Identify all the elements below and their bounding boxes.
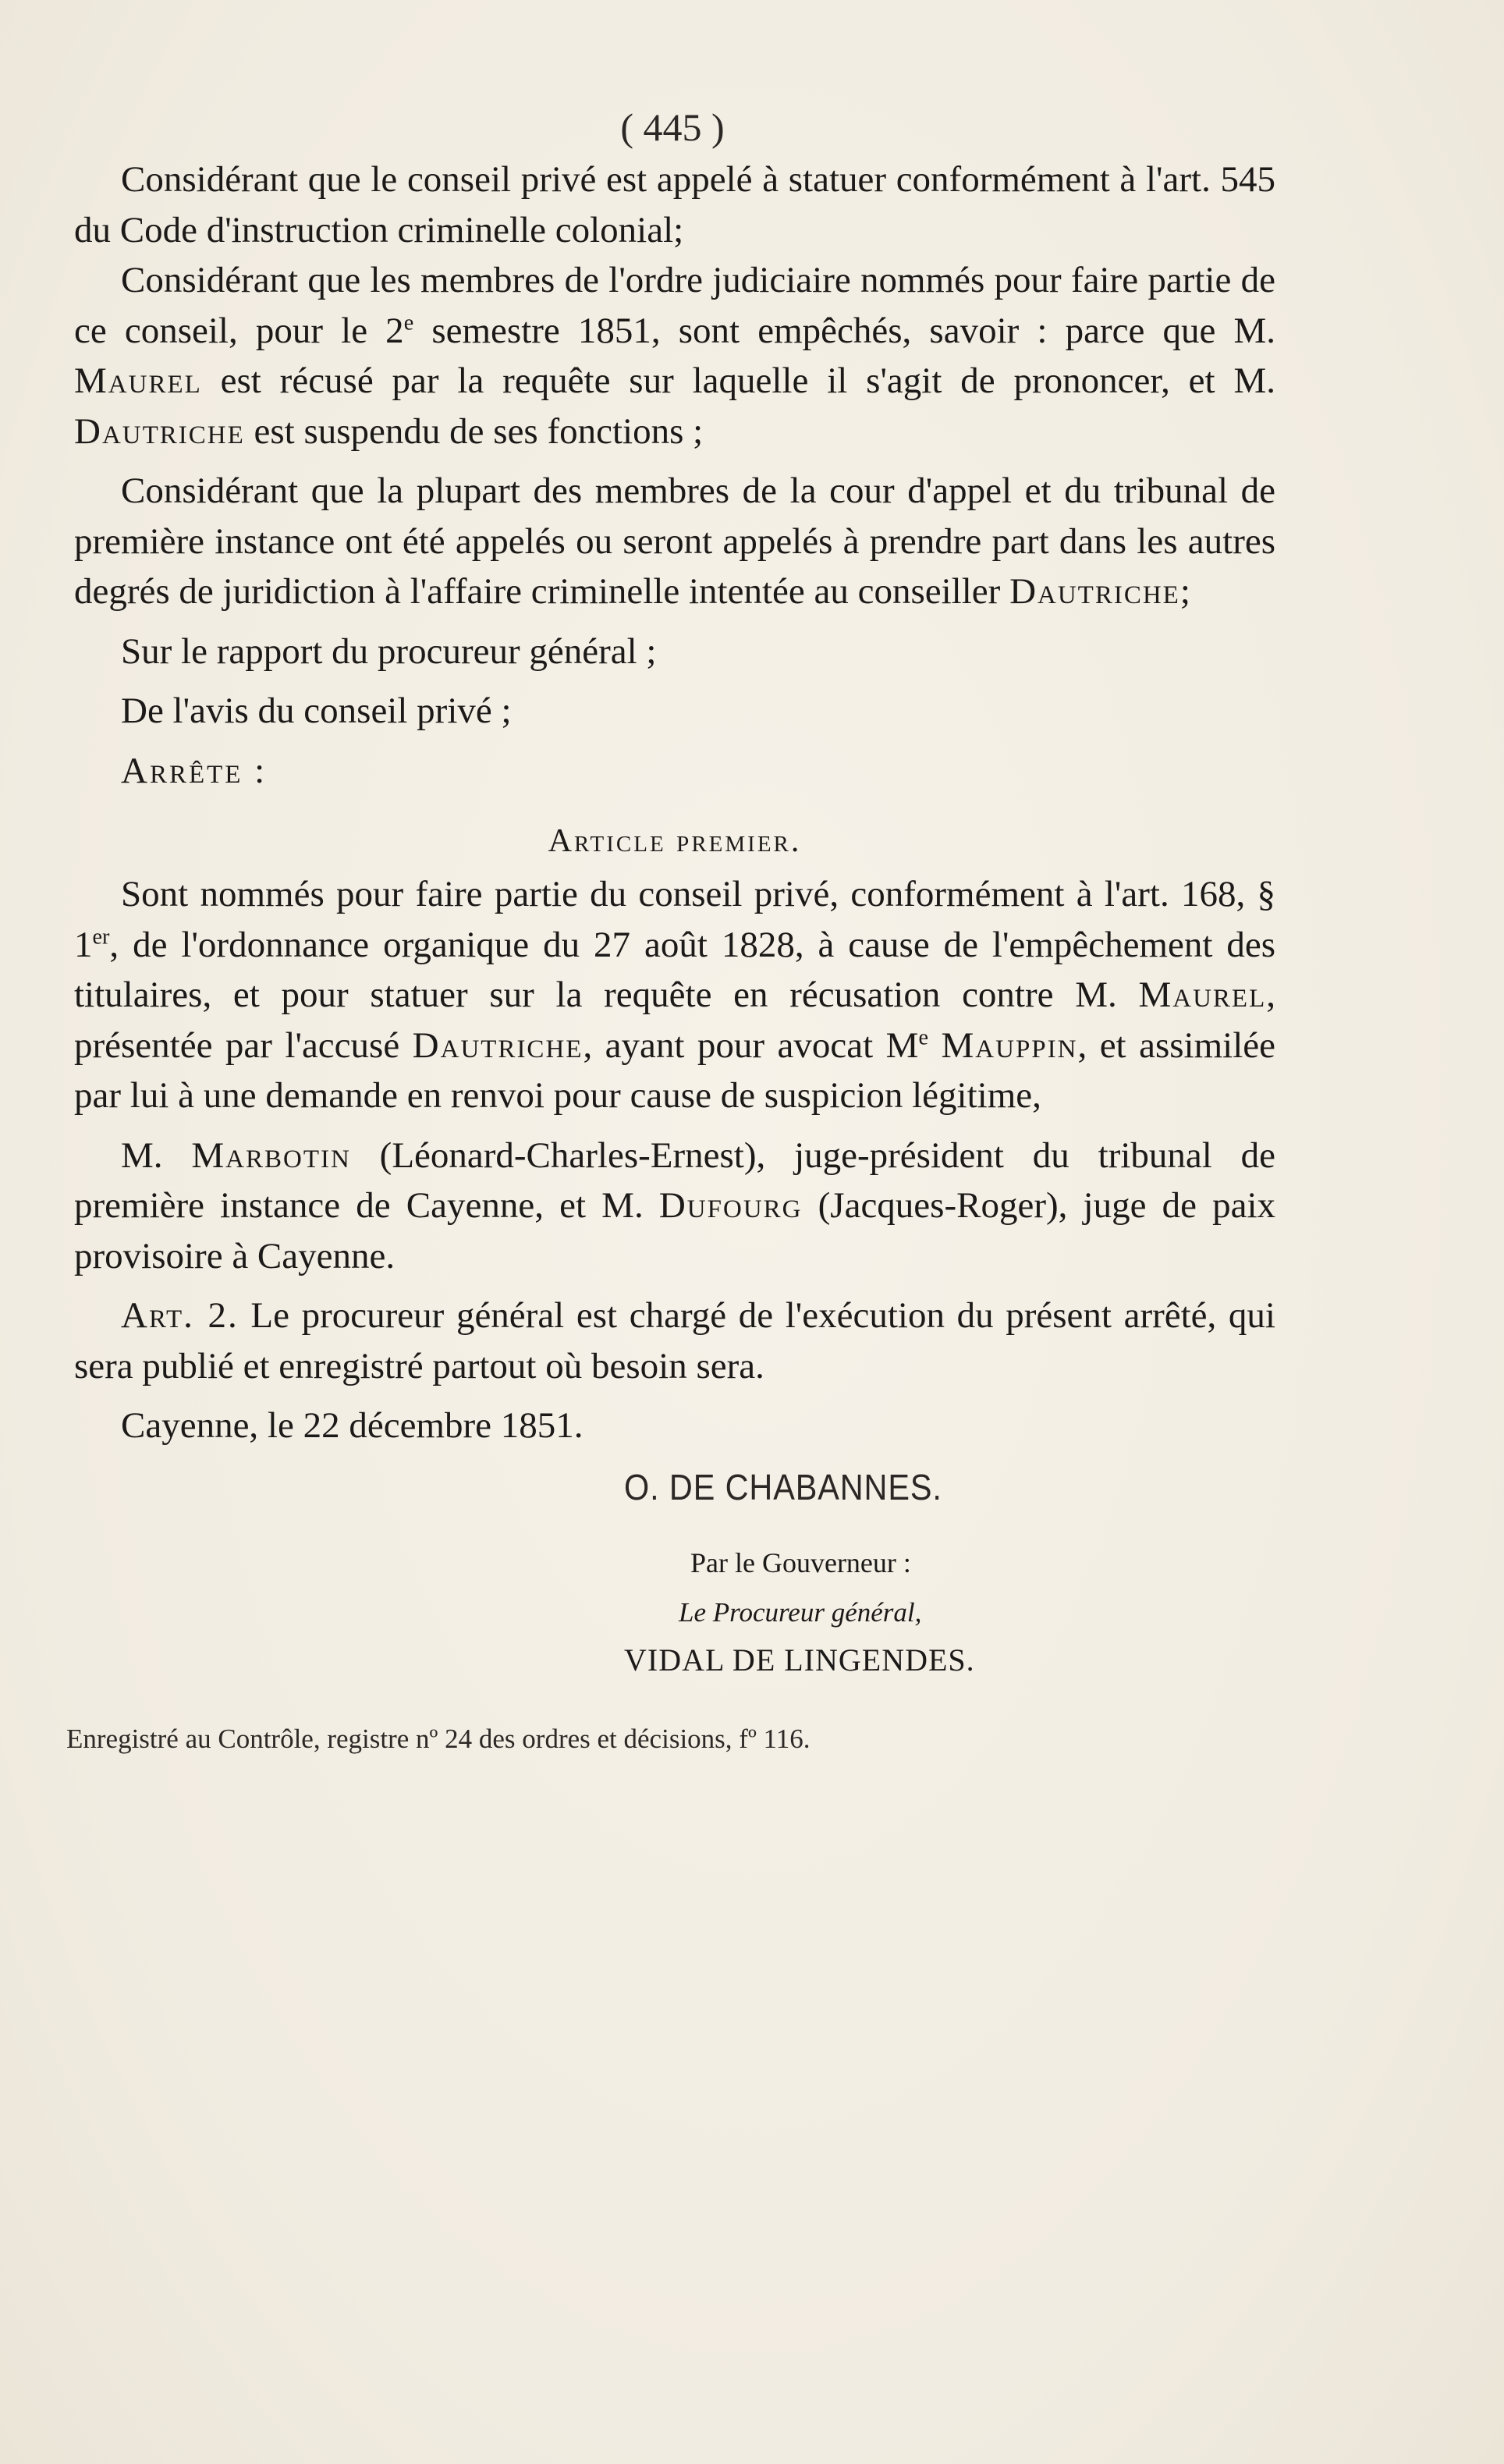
text-segment: est récusé par la requête sur laquelle il s'agit de prononcer, et M. bbox=[201, 360, 1275, 401]
paragraph-article-1 bbox=[74, 869, 1275, 1121]
procureur-title: Le Procureur général, bbox=[679, 1596, 922, 1628]
paragraph-considerant-3 bbox=[74, 466, 1275, 617]
page-content bbox=[66, 100, 1275, 1759]
text-segment: Sont nommés pour faire partie du conseil privé, conformément à l'art. 168, § 1 bbox=[74, 874, 1275, 965]
person-name-dufourg: Dufourg bbox=[658, 1185, 803, 1226]
date-line: Cayenne, le 22 décembre 1851. bbox=[121, 1405, 584, 1446]
countersignature: VIDAL DE LINGENDES. bbox=[624, 1642, 975, 1678]
par-le-gouverneur: Par le Gouverneur : bbox=[690, 1546, 911, 1578]
superscript: e bbox=[918, 1024, 928, 1049]
paragraph-considerant-2 bbox=[74, 255, 1275, 456]
person-name-dautriche: Dautriche bbox=[74, 410, 245, 452]
governor-signature: O. DE CHABANNES. bbox=[624, 1466, 942, 1507]
text-segment: (Léonard-Charles-Ernest), juge-président du tribunal de première instance de Cayenne, et M. bbox=[74, 1134, 1275, 1226]
person-name-mauppin: Mauppin bbox=[941, 1024, 1078, 1066]
arrete-heading: Arrête : bbox=[121, 750, 268, 791]
text-segment: M. bbox=[121, 1134, 192, 1176]
person-name-maurel: Maurel bbox=[74, 360, 202, 401]
text-segment: ; bbox=[1179, 571, 1190, 612]
article-2-label: Art. 2. bbox=[121, 1295, 239, 1336]
text-segment: semestre 1851, sont empêchés, savoir : parce que M. bbox=[413, 310, 1275, 351]
text-segment: Considérant que les membres de l'ordre judiciaire nommés pour faire partie de ce conseil, pour le 2 bbox=[74, 260, 1275, 351]
paragraph-appointees bbox=[74, 1131, 1275, 1282]
text-segment: , ayant pour avocat M bbox=[583, 1024, 919, 1066]
person-name-dautriche: Dautriche bbox=[1009, 571, 1180, 612]
text-segment: , et assimilée par lui à une demande en renvoi pour cause de suspicion légitime, bbox=[74, 1024, 1275, 1116]
paragraph-considerant-1: Considérant que le conseil privé est appelé à statuer conformément à l'art. 545 du Code d'instruction criminelle colonial; bbox=[74, 159, 1275, 250]
person-name-marbotin: Marbotin bbox=[191, 1134, 351, 1176]
text-segment: Considérant que la plupart des membres de la cour d'appel et du tribunal de première instance ont été appelés ou seront appelés à prendre part dans les autres degrés de juridiction à l'affaire criminelle intentée au conseiller bbox=[74, 470, 1275, 612]
text-segment bbox=[928, 1025, 941, 1066]
page-number: ( 445 ) bbox=[620, 105, 725, 149]
person-name-dautriche: Dautriche bbox=[412, 1024, 584, 1066]
superscript: e bbox=[403, 310, 414, 335]
text-segment: , de l'ordonnance organique du 27 août 1828, à cause de l'empêchement des titulaires, et pour statuer sur la requête en récusation contre M. bbox=[74, 924, 1275, 1015]
superscript: er bbox=[92, 924, 110, 949]
text-segment: (Jacques-Roger), juge de paix provisoire à Cayenne. bbox=[74, 1185, 1275, 1276]
person-name-maurel: Maurel bbox=[1138, 975, 1267, 1015]
paragraph-article-2 bbox=[74, 1291, 1275, 1391]
paragraph-avis: De l'avis du conseil privé ; bbox=[121, 691, 512, 731]
paragraph-rapport: Sur le rapport du procureur général ; bbox=[121, 630, 657, 672]
text-segment: Le procureur général est chargé de l'exécution du présent arrêté, qui sera publié et enregistré partout où besoin sera. bbox=[74, 1295, 1275, 1386]
registration-note: Enregistré au Contrôle, registre nº 24 des ordres et décisions, fº 116. bbox=[66, 1723, 811, 1754]
text-segment: , présentée par l'accusé bbox=[74, 975, 1275, 1066]
article-heading: Article premier. bbox=[548, 823, 802, 859]
text-segment: est suspendu de ses fonctions ; bbox=[244, 410, 704, 452]
